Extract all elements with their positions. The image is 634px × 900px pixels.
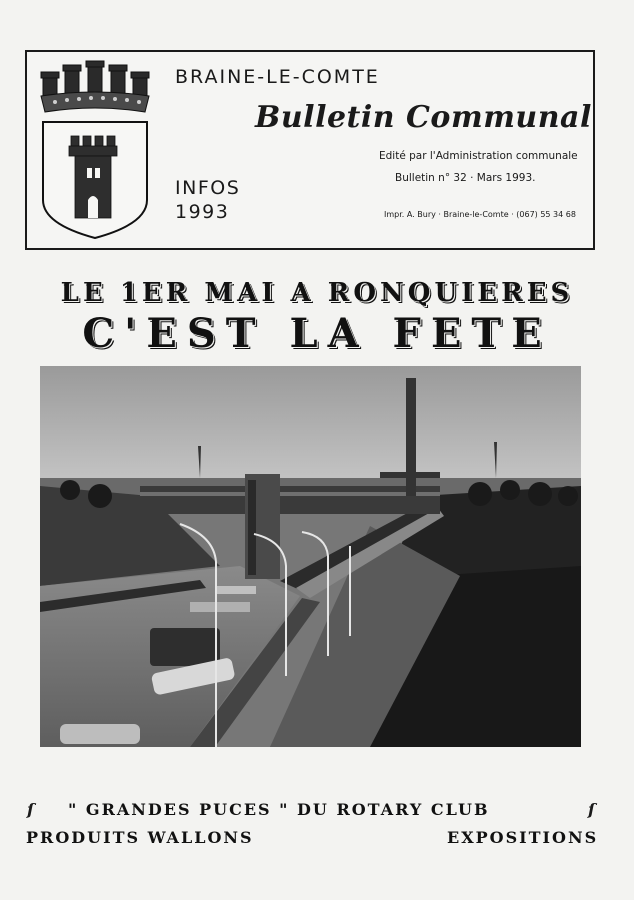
infos-year: 1993	[175, 201, 230, 223]
headline-main: C'EST LA FETE	[82, 310, 552, 357]
infos-label: INFOS	[175, 177, 241, 199]
footer-products-line: PRODUITS WALLONS	[26, 828, 254, 847]
footer-exhibitions-line: EXPOSITIONS	[447, 828, 599, 847]
bulletin-title: Bulletin Communal	[255, 100, 592, 135]
masthead	[25, 50, 595, 250]
headline-date: LE 1ER MAI A RONQUIERES	[60, 278, 574, 308]
publisher-line: Edité par l'Administration communale	[379, 150, 578, 162]
castle-tower-crest-icon	[35, 60, 155, 240]
infos-block	[175, 176, 240, 224]
footer-rotary-line: " GRANDES PUCES " DU ROTARY CLUB	[68, 800, 490, 819]
town-name: BRAINE-LE-COMTE	[175, 66, 380, 88]
printer-line: Impr. A. Bury · Braine-le-Comte · (067) 55 34 68	[384, 210, 576, 219]
decorative-mark-right: ſ	[588, 800, 595, 819]
ronquieres-inclined-plane-photo	[40, 366, 581, 747]
decorative-mark-left: ſ	[27, 800, 34, 819]
issue-line: Bulletin n° 32 · Mars 1993.	[395, 172, 536, 184]
